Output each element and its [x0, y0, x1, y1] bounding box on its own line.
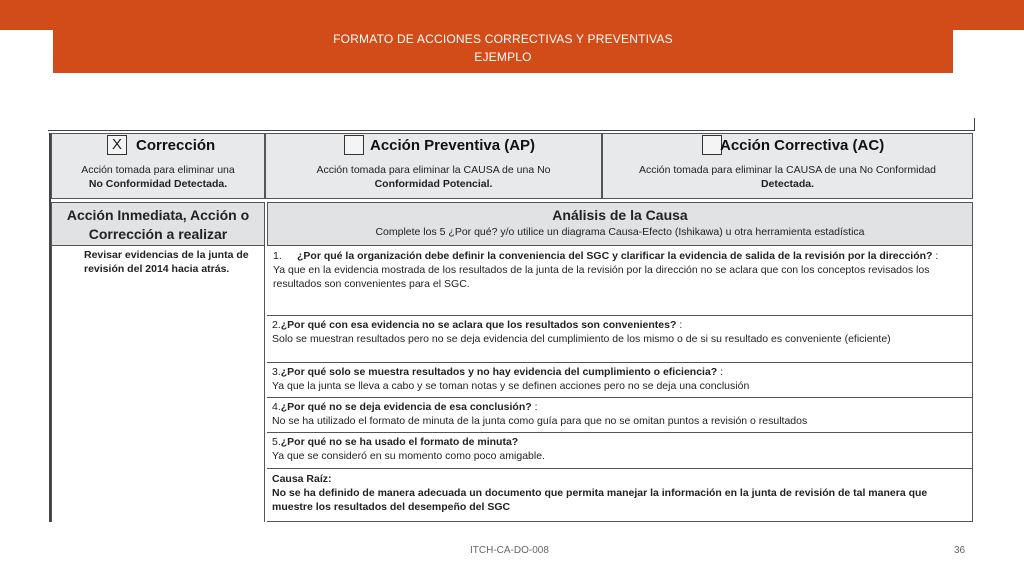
form-top-rule — [48, 118, 975, 131]
why-question-4: 4.¿Por qué no se deja evidencia de esa conclusión? : No se ha utilizado el formato de minuta de la junta como guía para que no se omitan puntos a revisión o resultados — [267, 398, 973, 433]
answer-text: Ya que se consideró en su momento como poco amigable. — [272, 450, 545, 462]
question-text: ¿Por qué la organización debe definir la conveniencia del SGC y clarificar la evidencia de salida de la revisión por la dirección? — [297, 250, 933, 262]
type-title: Acción Preventiva (AP) — [370, 137, 536, 154]
checkbox-correccion: X — [107, 135, 127, 155]
type-description — [272, 163, 595, 191]
answer-text: No se ha utilizado el formato de minuta de la junta como guía para que no se omitan puntos a revisión o resultados — [272, 415, 808, 427]
question-text: ¿Por qué no se deja evidencia de esa conclusión? — [280, 401, 532, 413]
answer-text: Solo se muestran resultados pero no se deja evidencia del cumplimiento de los mismo o de si su resultado es conveniente (eficiente) — [272, 333, 891, 345]
desc-line: Conformidad Potencial. — [374, 178, 493, 190]
answer-text: Ya que en la evidencia mostrada de los resultados de la junta de la revisión por la dirección no se aclara que con los conceptos revisados los resultados son convenientes para el SGC. — [273, 264, 930, 290]
footer-code: ITCH-CA-DO-008 — [470, 545, 549, 556]
desc-line: Acción tomada para eliminar una — [81, 164, 235, 176]
question-number: 3. — [272, 366, 281, 378]
root-cause-label: Causa Raíz: — [272, 473, 332, 485]
desc-line: Detectada. — [760, 178, 815, 190]
why-question-5 — [267, 433, 973, 469]
slide-header — [53, 28, 953, 73]
section-title-line: Acción Inmediata, Acción o — [66, 207, 250, 223]
desc-line: Acción tomada para eliminar la CAUSA de una No Conformidad — [638, 164, 937, 176]
question-number: 5. — [272, 436, 281, 448]
immediate-action-text: Revisar evidencias de la junta de revisión del 2014 hacia atrás. — [84, 249, 249, 275]
type-accion-correctiva — [602, 133, 973, 199]
question-text: ¿Por qué no se ha usado el formato de minuta? — [280, 436, 519, 448]
type-accion-preventiva — [265, 133, 602, 199]
slide-title: FORMATO DE ACCIONES CORRECTIVAS Y PREVENTIVAS — [333, 32, 673, 46]
question-text: ¿Por qué con esa evidencia no se aclara que los resultados son convenientes? — [280, 319, 677, 331]
scanned-form — [45, 118, 977, 522]
desc-line: No Conformidad Detectada. — [88, 178, 228, 190]
cause-analysis-header — [267, 202, 973, 246]
answer-text: Ya que la junta se lleva a cabo y se toman notas y se definen acciones pero no se deja una conclusión — [272, 380, 750, 392]
type-title: Corrección — [136, 137, 216, 154]
top-accent-bar — [0, 0, 1024, 30]
section-subtitle: Complete los 5 ¿Por qué? y/o utilice un diagrama Causa-Efecto (Ishikawa) u otra herramienta estadística — [375, 226, 865, 238]
immediate-action-cell — [51, 246, 265, 522]
question-number: 2. — [272, 319, 281, 331]
type-correccion — [51, 133, 265, 199]
slide-subtitle: EJEMPLO — [474, 50, 532, 64]
section-title-line: Corrección a realizar — [88, 226, 228, 242]
root-cause — [267, 469, 973, 522]
root-cause-text: No se ha definido de manera adecuada un documento que permita manejar la información en la junta de revisión de tal manera que muestre los resultados del desempeño del SGC — [272, 487, 928, 513]
checkbox-correctiva — [702, 135, 722, 155]
question-number: 1. — [273, 250, 282, 262]
desc-line: Acción tomada para eliminar la CAUSA de una No — [316, 164, 551, 176]
question-text: ¿Por qué solo se muestra resultados y no hay evidencia del cumplimiento o eficiencia? — [280, 366, 718, 378]
type-title: Acción Correctiva (AC) — [720, 137, 885, 154]
checkbox-preventiva — [344, 135, 364, 155]
section-title: Análisis de la Causa — [552, 207, 688, 223]
why-question-2: 2.¿Por qué con esa evidencia no se aclara que los resultados son convenientes? : Solo se muestran resultados pero no se deja evidencia del cumplimiento de los mismo o de si su resultado es conveniente (eficiente) — [267, 316, 973, 363]
type-description — [609, 163, 966, 191]
immediate-action-header — [51, 202, 265, 246]
type-description — [58, 163, 258, 191]
why-question-1: 1. ¿Por qué la organización debe definir la conveniencia del SGC y clarificar la evidencia de salida de la revisión por la dirección? : Ya que en la evidencia mostrada de los resultados de la junta de la revisión por la dirección no se aclara que con los conceptos revisados los resultados son convenientes para el SGC. — [267, 246, 973, 316]
why-question-3: 3.¿Por qué solo se muestra resultados y no hay evidencia del cumplimiento o eficiencia? : Ya que la junta se lleva a cabo y se toman notas y se definen acciones pero no se deja una conclusión — [267, 363, 973, 398]
question-number: 4. — [272, 401, 281, 413]
page-number: 36 — [954, 545, 966, 556]
